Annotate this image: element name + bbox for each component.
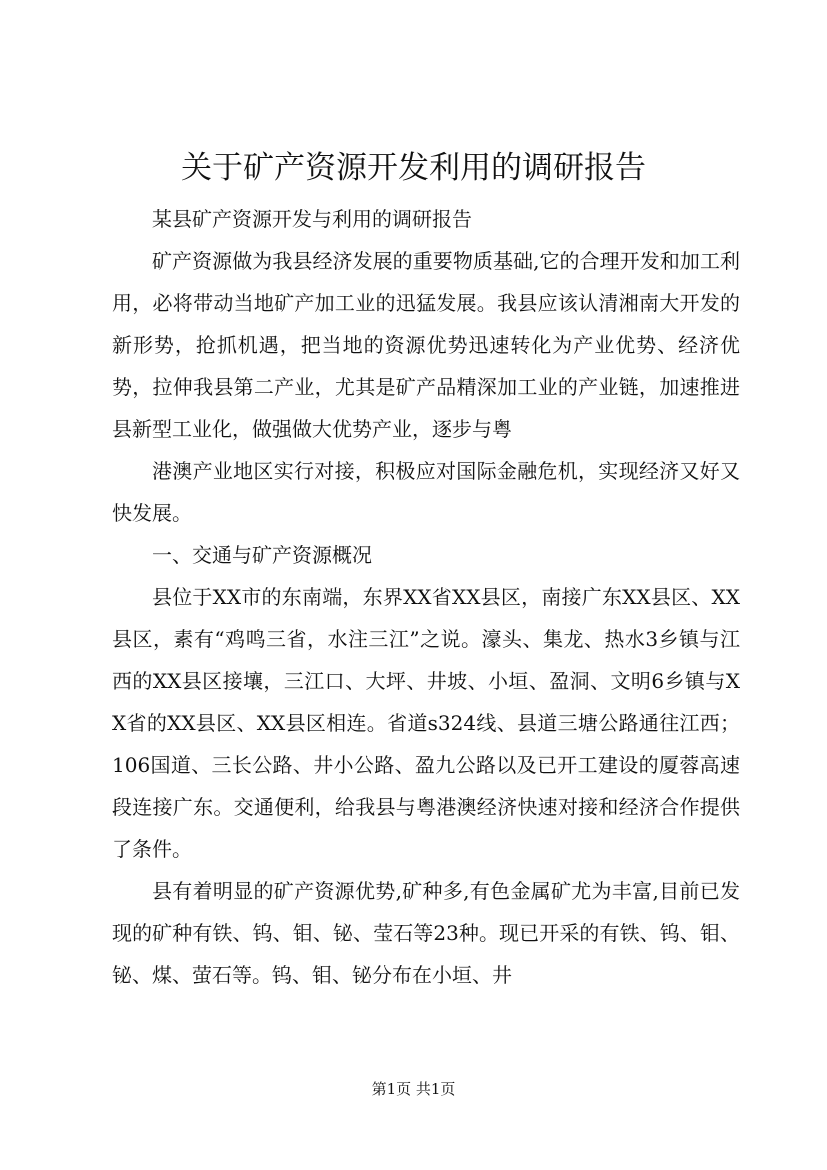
paragraph-resources: 县有着明显的矿产资源优势,矿种多,有色金属矿尤为丰富,目前已发现的矿种有铁、钨、钼、铋、莹石等23种。现已开采的有铁、钨、钼、铋、煤、萤石等。钨、钼、铋分布在小垣、井 bbox=[112, 879, 740, 987]
paragraph-intro-continued: 港澳产业地区实行对接，积极应对国际金融危机，实现经济又好又快发展。 bbox=[112, 459, 740, 525]
document-title: 关于矿产资源开发利用的调研报告 bbox=[181, 150, 646, 186]
page-footer: 第1页 共1页 bbox=[371, 1080, 456, 1098]
paragraph-subtitle: 某县矿产资源开发与利用的调研报告 bbox=[152, 207, 472, 231]
paragraph-transport: 县位于XX市的东南端，东界XX省XX县区，南接广东XX县区、XX县区，素有“鸡鸣三省，水注三江”之说。濠头、集龙、热水3乡镇与江西的XX县区接壤，三江口、大坪、井坡、小垣、盈洞、文明6乡镇与XX省的XX县区、XX县区相连。省道s324线、县道三塘公路通往江西；106国道、三长公路、井小公路、盈九公路以及已开工建设的厦蓉高速段连接广东。交通便利，给我县与粤港澳经济快速对接和经济合作提供了条件。 bbox=[112, 585, 740, 861]
section-heading: 一、交通与矿产资源概况 bbox=[152, 543, 372, 567]
paragraph-intro: 矿产资源做为我县经济发展的重要物质基础,它的合理开发和加工利用，必将带动当地矿产加工业的迅猛发展。我县应该认清湘南大开发的新形势，抢抓机遇，把当地的资源优势迅速转化为产业优势、经济优势，拉伸我县第二产业，尤其是矿产品精深加工业的产业链，加速推进县新型工业化，做强做大优势产业，逐步与粤 bbox=[112, 249, 740, 441]
document-body bbox=[112, 198, 740, 996]
